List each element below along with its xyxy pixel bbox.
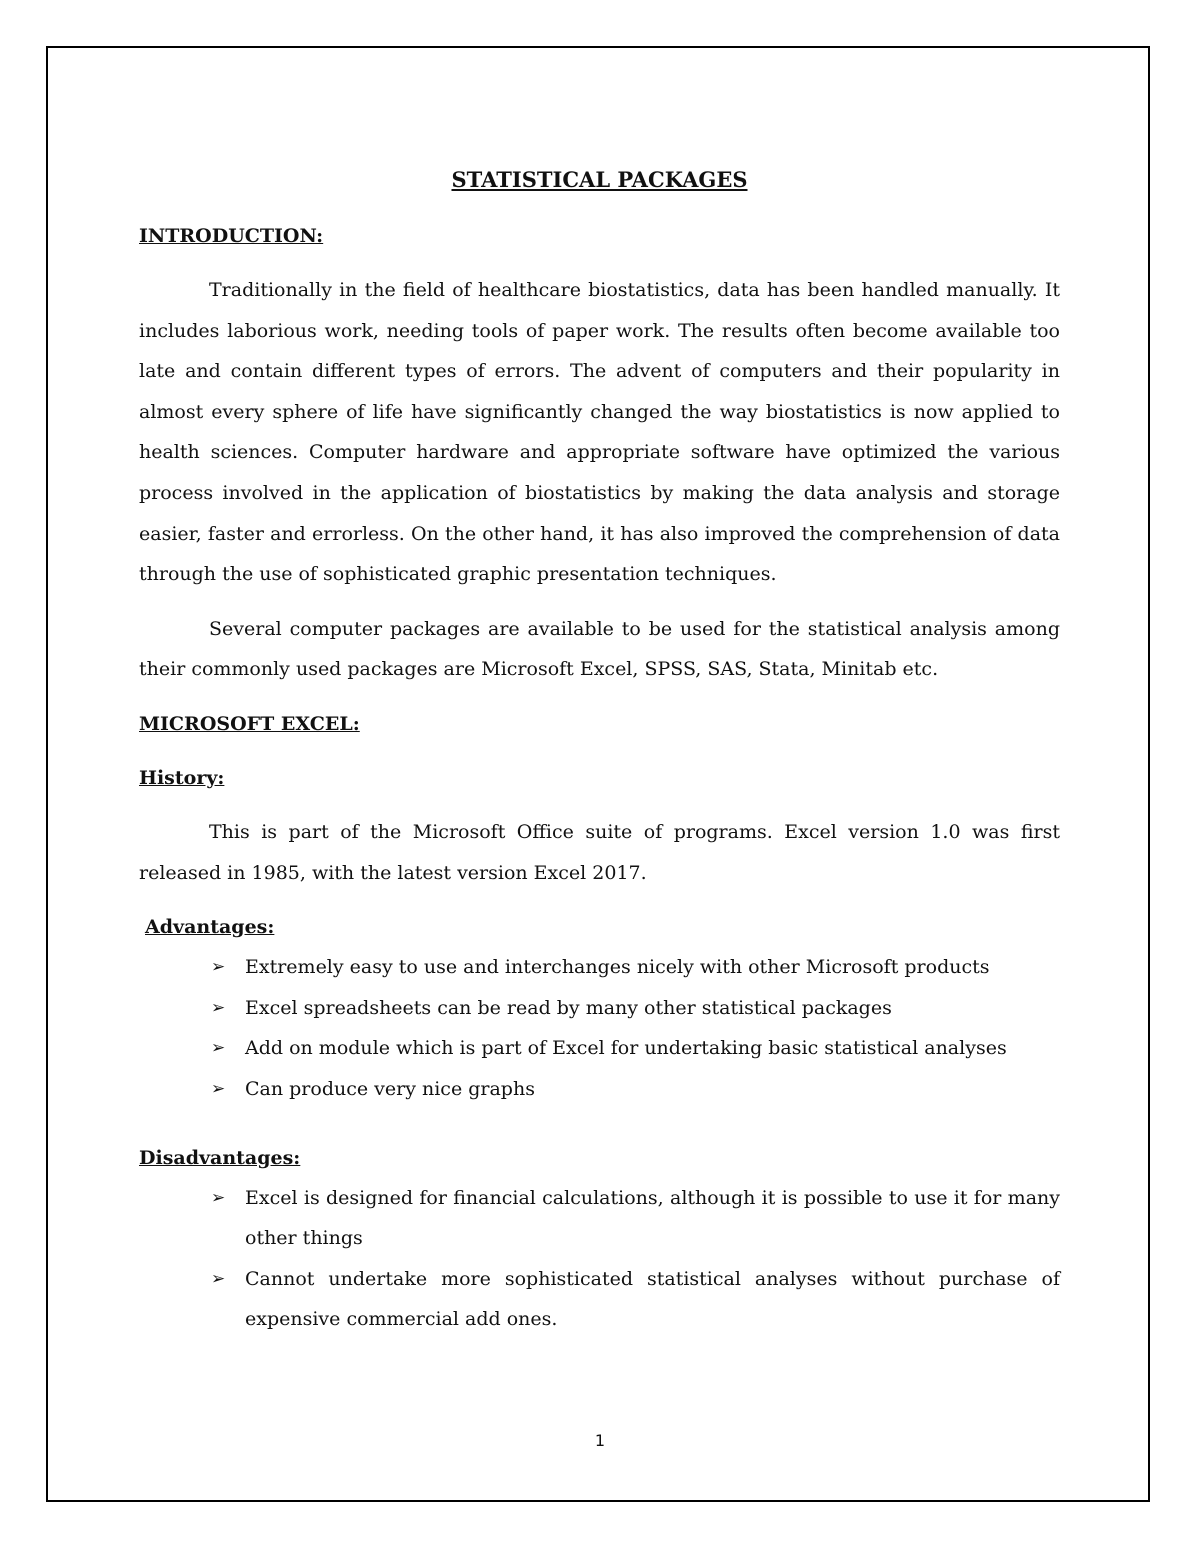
arrowhead-right-icon: ➢	[211, 1038, 226, 1059]
list-item-text: Excel is designed for financial calculations, although it is possible to use it for many other things	[245, 1186, 1060, 1250]
list-item-text: Excel spreadsheets can be read by many other statistical packages	[245, 996, 892, 1019]
page-number: 1	[594, 1431, 606, 1450]
list-item	[139, 1178, 1060, 1259]
disadvantages-list	[139, 1178, 1060, 1340]
introduction-paragraph: Several computer packages are available to be used for the statistical analysis among their commonly used packages are Microsoft Excel, SPSS, SAS, Stata, Minitab etc.	[139, 617, 1060, 681]
list-item-text: Cannot undertake more sophisticated statistical analyses without purchase of expensive commercial add ones.	[245, 1267, 1060, 1331]
history-paragraph: This is part of the Microsoft Office suite of programs. Excel version 1.0 was first released in 1985, with the latest version Excel 2017.	[139, 820, 1060, 884]
list-item-text: Can produce very nice graphs	[245, 1077, 535, 1100]
arrowhead-right-icon: ➢	[211, 997, 226, 1018]
document-body	[139, 160, 1060, 1340]
advantages-heading: Advantages:	[145, 916, 275, 939]
arrowhead-right-icon: ➢	[211, 1078, 226, 1099]
list-item-text: Add on module which is part of Excel for undertaking basic statistical analyses	[245, 1037, 1007, 1060]
history-heading: History:	[139, 766, 225, 789]
arrowhead-right-icon: ➢	[211, 1187, 226, 1208]
arrowhead-right-icon: ➢	[211, 957, 226, 978]
page-title: STATISTICAL PACKAGES	[451, 167, 748, 192]
introduction-heading: INTRODUCTION:	[139, 225, 324, 247]
list-item	[139, 1028, 1060, 1069]
disadvantages-heading: Disadvantages:	[139, 1146, 301, 1169]
list-item	[139, 988, 1060, 1029]
arrowhead-right-icon: ➢	[211, 1268, 226, 1289]
excel-heading: MICROSOFT EXCEL:	[139, 712, 360, 735]
list-item	[139, 1069, 1060, 1110]
list-item	[139, 1259, 1060, 1340]
list-item	[139, 947, 1060, 988]
list-item-text: Extremely easy to use and interchanges nicely with other Microsoft products	[245, 956, 990, 979]
advantages-list	[139, 947, 1060, 1109]
introduction-paragraph: Traditionally in the field of healthcare biostatistics, data has been handled manually. It includes laborious work, needing tools of paper work. The results often become available too late and contain different types of errors. The advent of computers and their popularity in almost every sphere of life have significantly changed the way biostatistics is now applied to health sciences. Computer hardware and appropriate software have optimized the various process involved in the application of biostatistics by making the data analysis and storage easier, faster and errorless. On the other hand, it has also improved the comprehension of data through the use of sophisticated graphic presentation techniques.	[139, 279, 1060, 586]
